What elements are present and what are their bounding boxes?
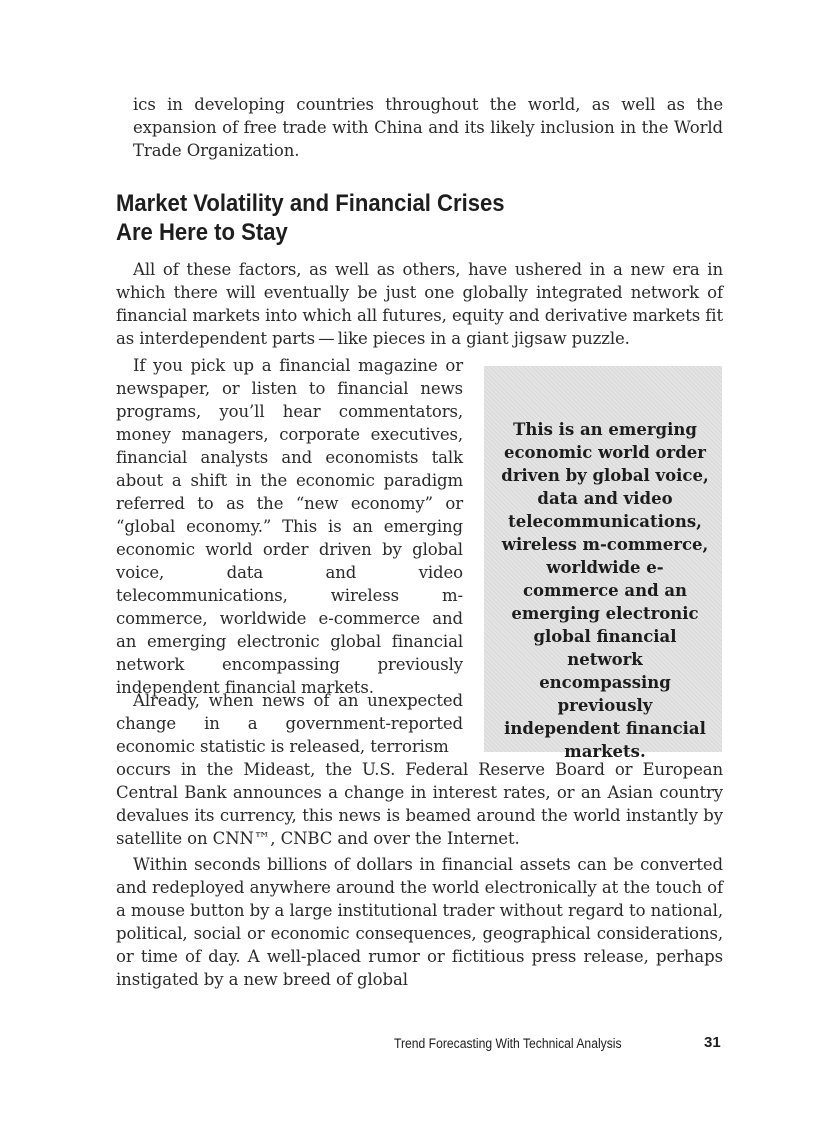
continued-paragraph: ics in developing countries throughout the world, as well as the expansion of free trade with China and its likely inclusion in the World Trade Organization. <box>133 95 723 160</box>
page-number: 31 <box>704 1034 721 1051</box>
body-paragraph-3-narrow: Already, when news of an unexpected change in a government-reported economic statistic is released, terrorism <box>116 691 463 756</box>
running-footer-title: Trend Forecasting With Technical Analysis <box>394 1036 622 1051</box>
section-heading <box>116 189 668 247</box>
section-heading-line-2: Are Here to Stay <box>116 219 288 246</box>
pull-quote-text: This is an emerging economic world order driven by global voice, data and video telecommunications, wireless m-commerce, worldwide e-commerce and an emerging electronic global financial network encompassing previously independent financial markets. <box>501 420 709 761</box>
body-paragraph-4: Within seconds billions of dollars in financial assets can be converted and redeployed anywhere around the world electronically at the touch of a mouse button by a large institutional trader without regard to national, political, social or economic consequences, geographical considerations, or time of day. A well-placed rumor or fictitious press release, perhaps instigated by a new breed of global <box>116 855 723 989</box>
body-paragraph-1: All of these factors, as well as others, have ushered in a new era in which there will eventually be just one globally integrated network of financial markets into which all futures, equity and derivative markets fit as interdependent parts — like pieces in a giant jigsaw puzzle. <box>116 260 723 348</box>
section-heading-line-1: Market Volatility and Financial Crises <box>116 190 505 217</box>
body-paragraph-3 <box>116 689 723 850</box>
body-paragraph-2: If you pick up a financial magazine or newspaper, or listen to financial news programs, you’ll hear commentators, money managers, corporate executives, financial analysts and economists talk about a shift in the economic paradigm referred to as the “new economy” or “global economy.” This is an emerging economic world order driven by global voice, data and video telecommunications, wireless m-commerce, worldwide e-commerce and an emerging electronic global financial network encompassing previously independent financial markets. <box>116 356 463 697</box>
body-paragraph-3-wide: occurs in the Mideast, the U.S. Federal Reserve Board or European Central Bank announces a change in interest rates, or an Asian country devalues its currency, this news is beamed around the world instantly by satellite on CNN™, CNBC and over the Internet. <box>116 760 723 848</box>
